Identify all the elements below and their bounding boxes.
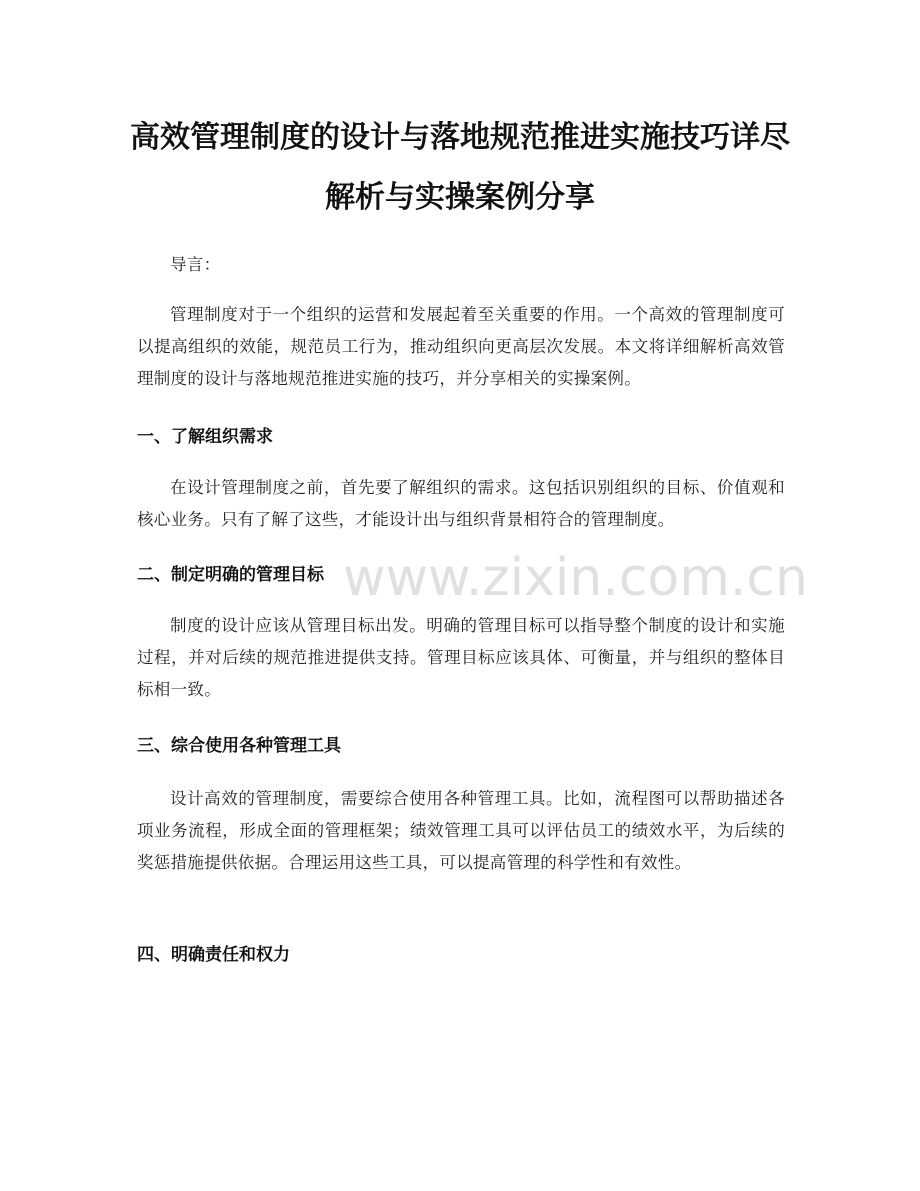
intro-label: 导言： [170,255,221,274]
section-paragraph-2: 制度的设计应该从管理目标出发。明确的管理目标可以指导整个制度的设计和实施过程，并对后续的规范推进提供支持。管理目标应该具体、可衡量，并与组织的整体目标相一致。 [137,616,785,699]
section-heading-1: 一、了解组织需求 [137,427,273,447]
document-title: 高效管理制度的设计与落地规范推进实施技巧详尽解析与实操案例分享 [130,120,790,215]
watermark: www.zixin.com.cn [343,548,808,608]
section-paragraph-3: 设计高效的管理制度，需要综合使用各种管理工具。比如，流程图可以帮助描述各项业务流程，形成全面的管理框架；绩效管理工具可以评估员工的绩效水平，为后续的奖惩措施提供依据。合理运用这些工具，可以提高管理的科学性和有效性。 [137,789,785,872]
intro-paragraph: 管理制度对于一个组织的运营和发展起着至关重要的作用。一个高效的管理制度可以提高组织的效能，规范员工行为，推动组织向更高层次发展。本文将详细解析高效管理制度的设计与落地规范推进实施的技巧，并分享相关的实操案例。 [137,305,785,388]
section-heading-4: 四、明确责任和权力 [137,945,290,965]
section-heading-3: 三、综合使用各种管理工具 [137,736,341,756]
section-heading-2: 二、制定明确的管理目标 [137,565,324,585]
section-paragraph-1: 在设计管理制度之前，首先要了解组织的需求。这包括识别组织的目标、价值观和核心业务。只有了解了这些，才能设计出与组织背景相符合的管理制度。 [137,478,785,529]
